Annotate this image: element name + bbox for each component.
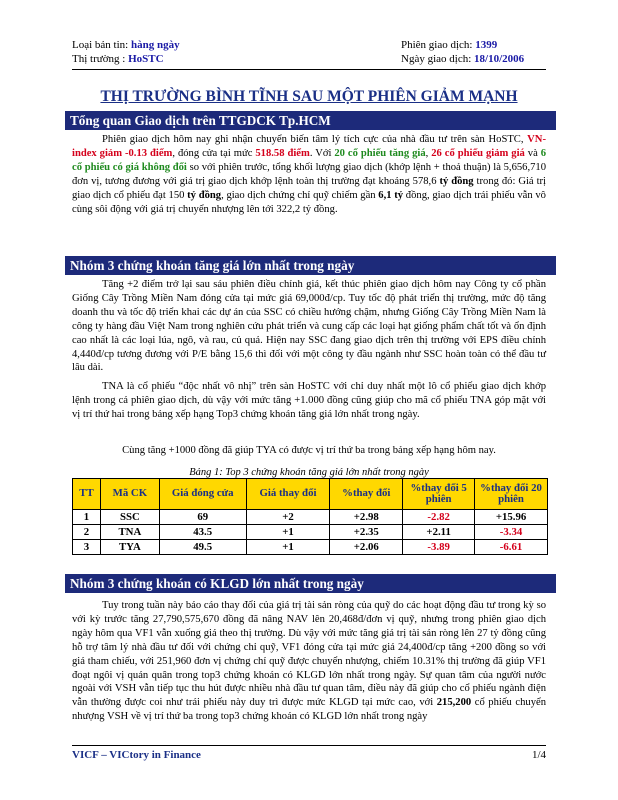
cell-pct-change-20: -6.61 [475,540,548,555]
table-caption: Bảng 1: Top 3 chứng khoán tăng giá lớn nhất trong ngày [189,467,429,478]
market-name: Thị trường : HoSTC [72,53,164,65]
col-header-close-price: Giá đóng cửa [159,479,246,510]
cell-pct-change: +2.35 [330,525,403,540]
section-heading-top-volume: Nhóm 3 chứng khoán có KLGD lớn nhất trong ngày [65,574,556,593]
top-volume-paragraph: Tuy trong tuần này báo cáo thay đổi của giá trị tài sản ròng của quỹ do các hoạt động đầu tư trong kỳ so với kỳ trước tăng 27,790,575,670 đồng đã nâng NAV lên 20,468đ/đơn vị quỹ, nhưng trong phiên giao dịch ngày hôm qua VF1 vẫn xuống giá theo thị trường. Dù vậy với mức tăng giá trị tài sản ròng lên 27 tỷ đồng cũng hỗ trợ tâm lý nhà đầu tư đối với chứng chỉ quỹ, VF1 đóng cửa tại mức giá 24,400đ/cp tăng +200 đồng so với giá tham chiếu, với 251,960 đơn vị chứng chỉ quỹ được chuyển nhượng, chiếm 10.31% thị trường đã giúp VF1 đoạt ngôi vị quán quân trong top3 chứng khoán có KLGD lớn nhất trong ngày. Sự quan tâm của người nước ngoài với VSH vẫn tiếp tục thu hút được nhiều nhà đầu tư quan tâm, điều này đã giúp cho cổ phiếu ngành điện vẫn thường được coi như trái phiếu này duy trì được mức KLGD tại mức cao, với 215,200 cổ phiếu chuyển nhượng VSH về vị trí thứ ba trong top3 chứng khoán có KLGD lớn nhất trong ngày [72,600,546,723]
col-header-pct-change-20: %thay đổi 20 phiên [475,479,548,510]
top-gainers-paragraph-1: Tăng +2 điểm trở lại sau sáu phiên điều chỉnh giá, kết thúc phiên giao dịch hôm nay Công ty cổ phần Giống Cây Trồng Miền Nam đóng cửa tại mức giá 69,000đ/cp. Tuy tốc độ phát triển thị trường, mức độ tăng doanh thu và tốc độ triển khai các dự án của SSC có chiều hướng chậm, nhưng Giống Cây Trồng Miền Nam là công ty hàng đầu Việt Nam trong nghiên cứu phát triển và cung cấp các loại hạt giống phẩm chất tốt và ổn định cao nhất là các loại lúa, ngô, và rau, củ quả. Hiện nay SSC đang giao dịch trên thị trường với EPS điều chỉnh 4,440đ/cp tương đương với P/E bằng 15,6 thì đối với một công ty đầu ngành như SSC hoàn toàn có thể đầu tư lâu dài. [72,279,546,374]
footer-divider [72,745,546,746]
cell-pct-change: +2.98 [330,510,403,525]
table-row [73,525,548,540]
col-header-pct-change-5: %thay đổi 5 phiên [403,479,475,510]
col-header-pct-change: %thay đổi [330,479,403,510]
col-header-price-change: Giá thay đổi [246,479,330,510]
col-header-rank: TT [73,479,101,510]
cell-symbol: TNA [100,525,159,540]
cell-pct-change-5: +2.11 [403,525,475,540]
cell-symbol: TYA [100,540,159,555]
page-number: 1/4 [531,749,546,761]
table-row [73,510,548,525]
cell-pct-change-5: -3.89 [403,540,475,555]
trade-date: Ngày giao dịch: 18/10/2006 [401,53,525,65]
top-gainers-table [72,478,548,555]
cell-symbol: SSC [100,510,159,525]
cell-close-price: 49.5 [159,540,246,555]
report-header [72,38,546,66]
cell-price-change: +1 [246,540,330,555]
header-divider [72,69,546,70]
col-header-symbol: Mã CK [100,479,159,510]
report-type: Loại bản tin: hàng ngày [72,39,180,51]
cell-rank: 1 [73,510,101,525]
section-heading-overview: Tổng quan Giao dịch trên TTGDCK Tp.HCM [65,111,556,130]
top-gainers-paragraph-3: Cùng tăng +1000 đồng đã giúp TYA có được vị trí thứ ba trong bảng xếp hạng hôm nay. [122,445,496,456]
page-title: THỊ TRƯỜNG BÌNH TĨNH SAU MỘT PHIÊN GIẢM MẠNH [100,88,518,105]
table-header-row [73,479,548,510]
section-heading-top-gainers: Nhóm 3 chứng khoán tăng giá lớn nhất trong ngày [65,256,556,275]
overview-paragraph: Phiên giao dịch hôm nay ghi nhận chuyển biến tâm lý tích cực của nhà đầu tư trên sàn HoSTC, VN-index giảm -0.13 điểm, đóng cửa tại mức 518.58 điểm. Với 20 cổ phiếu tăng giá, 26 cổ phiếu giảm giá và 6 cổ phiếu có giá không đổi so với phiên trước, tổng khối lượng giao dịch (khớp lệnh + thoả thuận) là 5,656,710 đơn vị, tương đương với giá trị giao dịch khớp lệnh toàn thị trường đạt khoảng 578,6 tỷ đồng trong đó: Giá trị giao dịch cổ phiếu đạt 150 tỷ đồng, giao dịch chứng chỉ quỹ chiếm gần 6,1 tỷ đồng, giao dịch trái phiếu vẫn vô cùng sôi động với giá trị chuyển nhượng lên tới 322,2 tỷ đồng. [72,134,547,215]
cell-pct-change-20: -3.34 [475,525,548,540]
cell-close-price: 69 [159,510,246,525]
cell-close-price: 43.5 [159,525,246,540]
cell-rank: 3 [73,540,101,555]
session-number: Phiên giao dịch: 1399 [401,39,498,51]
footer-brand: VICF – VICtory in Finance [72,749,201,761]
cell-pct-change: +2.06 [330,540,403,555]
cell-pct-change-20: +15.96 [475,510,548,525]
cell-pct-change-5: -2.82 [403,510,475,525]
top-gainers-paragraph-2: TNA là cổ phiếu “độc nhất vô nhị” trên sàn HoSTC với chỉ duy nhất một lô cổ phiếu giao dịch khớp lệnh trong cả phiên giao dịch, dù vậy với mức tăng +1.000 đồng cũng giúp cho mã cổ phiếu TNA góp mặt với vị trí thứ hai trong bảng xếp hạng Top3 chứng khoán tăng giá lớn nhất trong ngày. [72,381,546,420]
page-footer [72,749,546,761]
table-row [73,540,548,555]
cell-price-change: +2 [246,510,330,525]
cell-price-change: +1 [246,525,330,540]
cell-rank: 2 [73,525,101,540]
